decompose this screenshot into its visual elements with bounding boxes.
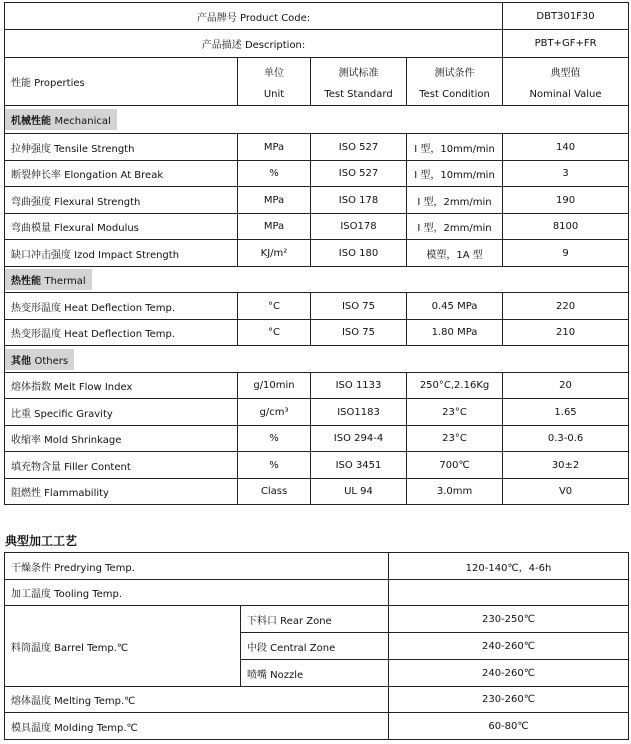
cell-unit: % xyxy=(238,452,311,479)
cell-property: 填充物含量 Filler Content xyxy=(5,452,238,479)
cell-unit: MPa xyxy=(238,214,311,240)
drying-value: 120-140℃，4-6h xyxy=(389,553,629,580)
properties-table xyxy=(4,2,629,505)
cell-standard: ISO 75 xyxy=(311,320,407,346)
cell-condition: I 型，2mm/min xyxy=(407,187,503,214)
cell-standard: ISO 294-4 xyxy=(311,426,407,452)
product-code-label: 产品牌号 Product Code: xyxy=(5,3,503,30)
description-label: 产品描述 Description: xyxy=(5,30,503,58)
cell-value: 190 xyxy=(503,187,629,214)
cell-unit: °C xyxy=(238,293,311,320)
cell-property: 熔体指数 Melt Flow Index xyxy=(5,373,238,399)
cell-condition: I 型，10mm/min xyxy=(407,161,503,187)
col-unit-en: Unit xyxy=(263,88,285,100)
cell-standard: ISO 3451 xyxy=(311,452,407,479)
table-row xyxy=(5,214,629,240)
cell-unit: MPa xyxy=(238,134,311,161)
cell-condition: 1.80 MPa xyxy=(407,320,503,346)
melting-label: 熔体温度 Melting Temp.℃ xyxy=(5,687,389,713)
cell-property: 热变形温度 Heat Deflection Temp. xyxy=(5,293,238,320)
processing-title: 典型加工工艺 xyxy=(5,534,78,548)
molding-label: 模具温度 Molding Temp.℃ xyxy=(5,713,389,740)
col-standard-cn: 测试标准 xyxy=(338,67,379,79)
cell-standard: ISO1183 xyxy=(311,399,407,426)
cell-value: V0 xyxy=(503,479,629,505)
section-cn: 热性能 xyxy=(11,276,41,287)
cell-condition: 23°C xyxy=(407,426,503,452)
cell-value: 140 xyxy=(503,134,629,161)
cell-standard: ISO 178 xyxy=(311,187,407,214)
section-label xyxy=(5,109,117,130)
cell-condition: 3.0mm xyxy=(407,479,503,505)
cell-condition: 0.45 MPa xyxy=(407,293,503,320)
col-value-cn: 典型值 xyxy=(550,67,581,79)
cell-standard: ISO 527 xyxy=(311,161,407,187)
table-row xyxy=(5,399,629,426)
molding-row xyxy=(5,713,629,740)
cell-property: 拉伸强度 Tensile Strength xyxy=(5,134,238,161)
cell-standard: ISO178 xyxy=(311,214,407,240)
col-properties: 性能 Properties xyxy=(5,58,238,106)
col-condition-cn: 测试条件 xyxy=(434,67,475,79)
table-row xyxy=(5,240,629,267)
melting-value: 230-260℃ xyxy=(389,687,629,713)
cell-property: 弯曲强度 Flexural Strength xyxy=(5,187,238,214)
col-value-en: Nominal Value xyxy=(529,88,602,100)
central-zone-label: 中段 Central Zone xyxy=(241,633,389,660)
cell-standard: ISO 75 xyxy=(311,293,407,320)
tooling-label: 加工温度 Tooling Temp. xyxy=(5,580,389,606)
cell-unit: MPa xyxy=(238,187,311,214)
column-header-row xyxy=(5,58,629,106)
melting-row xyxy=(5,687,629,713)
nozzle-label: 喷嘴 Nozzle xyxy=(241,660,389,687)
cell-condition: I 型，10mm/min xyxy=(407,134,503,161)
product-code-row xyxy=(5,3,629,30)
section-en: Others xyxy=(34,355,69,367)
cell-value: 9 xyxy=(503,240,629,267)
product-code-value: DBT301F30 xyxy=(503,3,629,30)
cell-property: 比重 Specific Gravity xyxy=(5,399,238,426)
cell-value: 20 xyxy=(503,373,629,399)
cell-property: 阻燃性 Flammability xyxy=(5,479,238,505)
table-row xyxy=(5,426,629,452)
cell-condition: 250°C,2.16Kg xyxy=(407,373,503,399)
cell-standard: UL 94 xyxy=(311,479,407,505)
rear-zone-value: 230-250℃ xyxy=(389,606,629,633)
cell-condition: 700℃ xyxy=(407,452,503,479)
cell-property: 断裂伸长率 Elongation At Break xyxy=(5,161,238,187)
cell-standard: ISO 527 xyxy=(311,134,407,161)
cell-condition: 模塑，1A 型 xyxy=(407,240,503,267)
cell-value: 210 xyxy=(503,320,629,346)
col-value xyxy=(503,58,629,106)
drying-row xyxy=(5,553,629,580)
col-standard-en: Test Standard xyxy=(324,88,393,100)
section-cn: 其他 xyxy=(11,355,31,367)
section-mechanical xyxy=(5,106,629,134)
cell-unit: g/cm³ xyxy=(238,399,311,426)
cell-property: 收缩率 Mold Shrinkage xyxy=(5,426,238,452)
section-label xyxy=(5,269,92,290)
section-thermal xyxy=(5,267,629,293)
rear-zone-row xyxy=(5,606,629,633)
table-row xyxy=(5,161,629,187)
table-row xyxy=(5,293,629,320)
section-en: Mechanical xyxy=(54,116,111,127)
cell-standard: ISO 1133 xyxy=(311,373,407,399)
cell-property: 缺口冲击强度 Izod Impact Strength xyxy=(5,240,238,267)
description-value: PBT+GF+FR xyxy=(503,30,629,58)
col-condition xyxy=(407,58,503,106)
cell-condition: I 型，2mm/min xyxy=(407,214,503,240)
section-cn: 机械性能 xyxy=(11,116,51,127)
col-standard xyxy=(311,58,407,106)
col-unit xyxy=(238,58,311,106)
cell-value: 220 xyxy=(503,293,629,320)
processing-table xyxy=(4,552,629,740)
section-en: Thermal xyxy=(44,276,86,287)
description-row xyxy=(5,30,629,58)
cell-value: 1.65 xyxy=(503,399,629,426)
cell-value: 30±2 xyxy=(503,452,629,479)
cell-property: 弯曲模量 Flexural Modulus xyxy=(5,214,238,240)
cell-value: 0.3-0.6 xyxy=(503,426,629,452)
drying-label: 干燥条件 Predrying Temp. xyxy=(5,553,389,580)
table-row xyxy=(5,187,629,214)
cell-standard: ISO 180 xyxy=(311,240,407,267)
cell-unit: % xyxy=(238,426,311,452)
table-row xyxy=(5,320,629,346)
col-condition-en: Test Condition xyxy=(419,88,490,100)
nozzle-value: 240-260℃ xyxy=(389,660,629,687)
col-unit-cn: 单位 xyxy=(264,67,284,79)
cell-unit: °C xyxy=(238,320,311,346)
cell-condition: 23°C xyxy=(407,399,503,426)
central-zone-value: 240-260℃ xyxy=(389,633,629,660)
table-row xyxy=(5,452,629,479)
table-row xyxy=(5,373,629,399)
barrel-label: 料筒温度 Barrel Temp.℃ xyxy=(5,606,241,687)
tooling-value xyxy=(389,580,629,606)
rear-zone-label: 下料口 Rear Zone xyxy=(241,606,389,633)
cell-value: 3 xyxy=(503,161,629,187)
cell-unit: % xyxy=(238,161,311,187)
section-label xyxy=(5,349,74,370)
cell-unit: g/10min xyxy=(238,373,311,399)
cell-unit: KJ/m² xyxy=(238,240,311,267)
table-row xyxy=(5,134,629,161)
table-row xyxy=(5,479,629,505)
cell-unit: Class xyxy=(238,479,311,505)
cell-property: 热变形温度 Heat Deflection Temp. xyxy=(5,320,238,346)
cell-value: 8100 xyxy=(503,214,629,240)
tooling-row xyxy=(5,580,629,606)
section-others xyxy=(5,346,629,373)
molding-value: 60-80℃ xyxy=(389,713,629,740)
